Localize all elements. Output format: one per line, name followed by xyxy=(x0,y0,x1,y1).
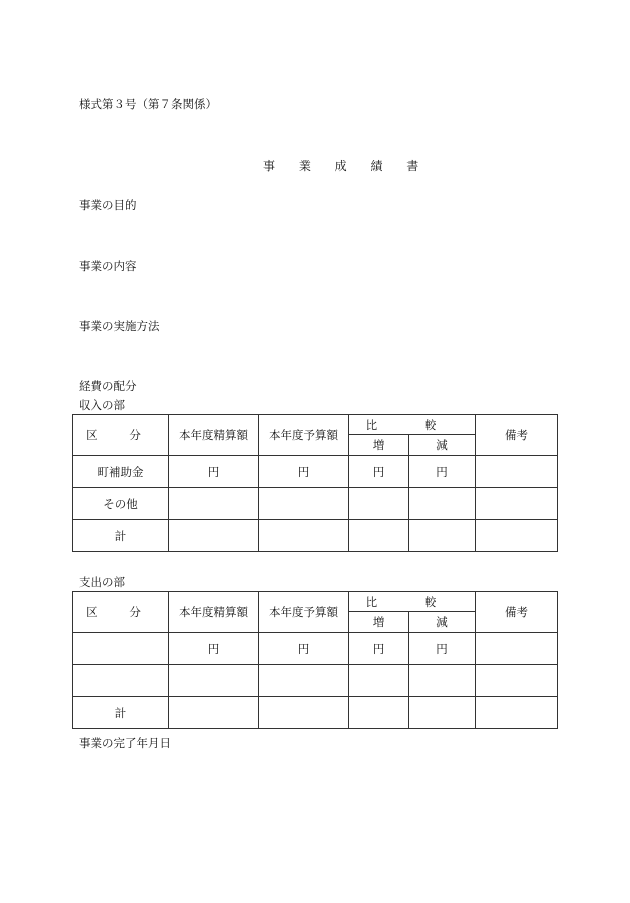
empty-cell xyxy=(409,665,476,697)
remarks-cell xyxy=(476,456,558,488)
header-remarks: 備考 xyxy=(476,592,558,633)
header-budget: 本年度予算額 xyxy=(259,592,349,633)
yen-unit: 円 xyxy=(259,633,349,665)
table-row xyxy=(73,633,558,665)
row-label: 町補助金 xyxy=(73,456,169,488)
header-increase: 増 xyxy=(349,612,409,633)
row-label: その他 xyxy=(73,488,169,520)
empty-cell xyxy=(476,665,558,697)
header-category: 区 分 xyxy=(73,592,169,633)
empty-cell xyxy=(476,697,558,729)
header-decrease: 減 xyxy=(409,612,476,633)
yen-unit: 円 xyxy=(349,456,409,488)
empty-cell xyxy=(169,665,259,697)
empty-cell xyxy=(409,520,476,552)
empty-cell xyxy=(349,488,409,520)
header-comparison: 比 較 xyxy=(349,592,476,612)
row-label: 計 xyxy=(73,697,169,729)
section-content: 事業の内容 xyxy=(79,259,137,273)
empty-cell xyxy=(476,520,558,552)
header-budget: 本年度予算額 xyxy=(259,415,349,456)
yen-unit: 円 xyxy=(259,456,349,488)
row-label xyxy=(73,633,169,665)
empty-cell xyxy=(169,697,259,729)
table-row xyxy=(73,456,558,488)
section-method: 事業の実施方法 xyxy=(79,319,160,333)
section-completion: 事業の完了年月日 xyxy=(79,736,171,750)
expense-table xyxy=(72,591,558,729)
empty-cell xyxy=(349,697,409,729)
row-label: 計 xyxy=(73,520,169,552)
yen-unit: 円 xyxy=(349,633,409,665)
income-heading: 収入の部 xyxy=(79,398,125,412)
header-remarks: 備考 xyxy=(476,415,558,456)
yen-unit: 円 xyxy=(169,633,259,665)
table-row xyxy=(73,697,558,729)
expense-heading: 支出の部 xyxy=(79,575,125,589)
empty-cell xyxy=(259,520,349,552)
yen-unit: 円 xyxy=(169,456,259,488)
remarks-cell xyxy=(476,633,558,665)
empty-cell xyxy=(349,665,409,697)
form-number: 様式第３号（第７条関係） xyxy=(79,97,217,111)
empty-cell xyxy=(409,697,476,729)
header-settled: 本年度精算額 xyxy=(169,415,259,456)
yen-unit: 円 xyxy=(409,633,476,665)
empty-cell xyxy=(259,488,349,520)
income-table xyxy=(72,414,558,552)
empty-cell xyxy=(259,697,349,729)
yen-unit: 円 xyxy=(409,456,476,488)
header-decrease: 減 xyxy=(409,435,476,456)
header-increase: 増 xyxy=(349,435,409,456)
header-comparison: 比 較 xyxy=(349,415,476,435)
empty-cell xyxy=(409,488,476,520)
header-settled: 本年度精算額 xyxy=(169,592,259,633)
empty-cell xyxy=(169,520,259,552)
section-allocation: 経費の配分 xyxy=(79,379,137,393)
section-purpose: 事業の目的 xyxy=(79,198,137,212)
empty-cell xyxy=(476,488,558,520)
empty-cell xyxy=(169,488,259,520)
row-label xyxy=(73,665,169,697)
table-row xyxy=(73,488,558,520)
header-category: 区 分 xyxy=(73,415,169,456)
empty-cell xyxy=(259,665,349,697)
table-row xyxy=(73,520,558,552)
empty-cell xyxy=(349,520,409,552)
table-row xyxy=(73,665,558,697)
document-title: 事 業 成 績 書 xyxy=(263,159,429,173)
